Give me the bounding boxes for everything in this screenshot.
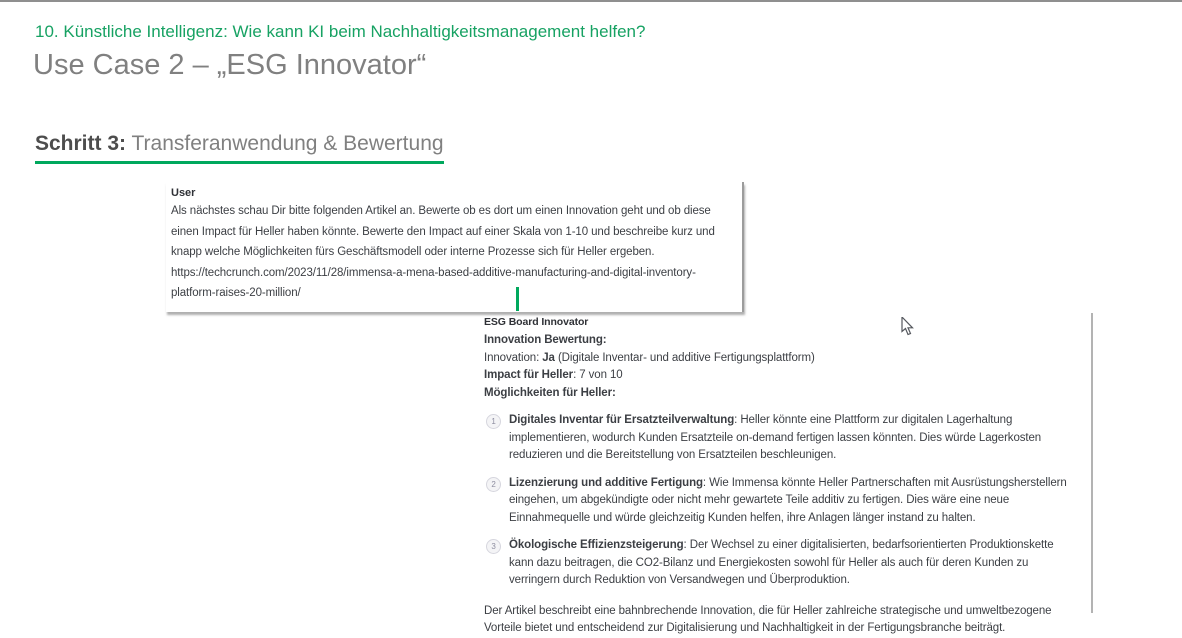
step-heading [35,131,444,164]
impact-label: Impact für Heller [484,369,574,381]
numbered-list [484,412,1078,590]
item-number-badge: 2 [486,477,501,492]
list-item [484,537,1078,590]
response-right-border [1091,313,1093,613]
item-title: Digitales Inventar für Ersatzteilverwaltung [509,414,735,426]
user-role-label: User [171,187,196,199]
impact-line [484,367,1078,385]
item-title: Lizenzierung und additive Fertigung [509,476,703,489]
list-item [484,475,1078,528]
step-title: Transferanwendung & Bewertung [126,132,444,155]
item-number-badge: 3 [486,539,501,554]
assistant-response [484,315,1078,638]
connector-line [516,287,519,311]
item-text: : Heller könnte eine Plattform zur digitalen Lagerhaltung implementieren, wodurch Kunden Ersatzteile on-demand fertigen lassen könnten. Dies würde Lagerkosten reduzieren und die Bereitstellung von Ersatzteilen beschleunigen. [509,414,1042,461]
innovation-label: Innovation: [484,351,543,364]
mouse-cursor [901,317,915,337]
innovation-value: Ja [542,351,555,364]
user-message-url: https://techcrunch.com/2023/11/28/immensa-a-mena-based-additive-manufacturing-and-digital-inventory-platform-raises-20-million/ [171,266,696,299]
slide-kicker: 10. Künstliche Intelligenz: Wie kann KI beim Nachhaltigkeitsmanagement helfen? [35,22,646,41]
step-label: Schritt 3: [35,132,127,155]
user-message-text: Als nächstes schau Dir bitte folgenden Artikel an. Bewerte ob es dort um einen Innovation geht und ob diese einen Impact für Heller haben könnte. Bewerte den Impact auf einer Skala von 1-10 und beschreibe kurz und knapp welche Möglichkeiten fürs Geschäftsmodell oder interne Prozesse sich für Heller ergeben. [171,205,715,258]
item-number-badge: 1 [486,414,501,429]
possibilities-heading: Möglichkeiten für Heller: [484,386,616,399]
conclusion-text: Der Artikel beschreibt eine bahnbrechende Innovation, die für Heller zahlreiche strategische und umweltbezogene Vorteile bietet und entscheidend zur Digitalisierung und Nachhaltigkeit in der Fertigungsbranche beiträgt. [484,604,1052,634]
impact-value: : 7 von 10 [573,369,623,381]
response-heading: Innovation Bewertung: [484,334,607,346]
innovation-line [484,350,1078,368]
item-title: Ökologische Effizienzsteigerung [509,539,684,551]
window-top-border [0,0,1182,2]
user-message-card [166,182,744,312]
item-text: : Wie Immensa könnte Heller Partnerschaften mit Ausrüstungsherstellern eingehen, um abgekündigte oder nicht mehr gewartete Teile additiv zu fertigen. Dies wäre eine neue Einnahmequelle und würde gleichzeitig Kunden helfen, ihre Anlagen länger instand zu halten. [509,476,1067,524]
assistant-role-label: ESG Board Innovator [484,316,589,328]
list-item [484,412,1078,465]
innovation-detail: (Digitale Inventar- und additive Fertigungsplattform) [554,351,815,364]
item-text: : Der Wechsel zu einer digitalisierten, bedarfsorientierten Produktionskette kann dazu beitragen, die CO2-Bilanz und Energiekosten sowohl für Heller als auch für deren Kunden zu verringern durch Reduktion von Versandwegen und Überproduktion. [509,539,1054,586]
slide-title: Use Case 2 – „ESG Innovator“ [33,49,427,81]
